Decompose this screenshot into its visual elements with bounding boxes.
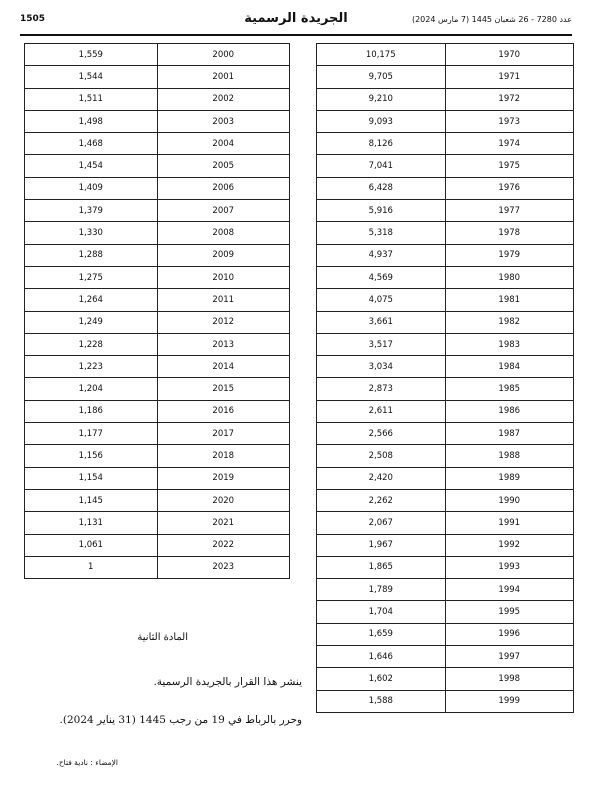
value-cell: 6,428 <box>317 177 446 199</box>
year-cell: 1979 <box>445 244 574 266</box>
table-row <box>317 668 574 690</box>
table-row <box>317 445 574 467</box>
value-cell: 1,498 <box>25 110 158 132</box>
year-cell: 1972 <box>445 88 574 110</box>
table-row <box>317 333 574 355</box>
year-cell: 2016 <box>157 400 290 422</box>
gazette-title: الجريدة الرسمية <box>244 11 348 26</box>
year-cell: 2018 <box>157 445 290 467</box>
table-row <box>317 601 574 623</box>
value-cell: 4,937 <box>317 244 446 266</box>
table-row <box>25 333 290 355</box>
year-cell: 1996 <box>445 623 574 645</box>
year-cell: 1976 <box>445 177 574 199</box>
value-cell: 1,865 <box>317 556 446 578</box>
table-row <box>317 289 574 311</box>
year-cell: 1990 <box>445 489 574 511</box>
table-row <box>317 467 574 489</box>
table-row <box>317 579 574 601</box>
value-cell: 1,789 <box>317 579 446 601</box>
article-body: ينشر هذا القرار بالجريدة الرسمية. <box>153 676 302 688</box>
value-cell: 1,602 <box>317 668 446 690</box>
table-row <box>25 556 290 578</box>
table-row <box>317 690 574 712</box>
year-cell: 1995 <box>445 601 574 623</box>
value-cell: 1,145 <box>25 489 158 511</box>
value-cell: 2,262 <box>317 489 446 511</box>
year-cell: 1993 <box>445 556 574 578</box>
year-cell: 2022 <box>157 534 290 556</box>
table-row <box>25 467 290 489</box>
table-row <box>317 512 574 534</box>
value-cell: 3,661 <box>317 311 446 333</box>
value-cell: 1,264 <box>25 289 158 311</box>
value-cell: 7,041 <box>317 155 446 177</box>
table-row <box>25 110 290 132</box>
year-cell: 1997 <box>445 646 574 668</box>
year-cell: 1984 <box>445 356 574 378</box>
table-row <box>317 88 574 110</box>
data-table-left <box>24 43 290 579</box>
year-cell: 2014 <box>157 356 290 378</box>
table-row <box>317 155 574 177</box>
table-row <box>317 110 574 132</box>
year-cell: 1992 <box>445 534 574 556</box>
value-cell: 2,611 <box>317 400 446 422</box>
value-cell: 1,275 <box>25 266 158 288</box>
article-done-at: وحرر بالرباط في 19 من رجب 1445 (31 يناير 2024). <box>59 714 302 726</box>
table-row <box>317 378 574 400</box>
value-cell: 1,588 <box>317 690 446 712</box>
value-cell: 2,067 <box>317 512 446 534</box>
value-cell: 8,126 <box>317 133 446 155</box>
value-cell: 1,967 <box>317 534 446 556</box>
year-cell: 2019 <box>157 467 290 489</box>
year-cell: 1981 <box>445 289 574 311</box>
value-cell: 1,288 <box>25 244 158 266</box>
value-cell: 2,420 <box>317 467 446 489</box>
year-cell: 1985 <box>445 378 574 400</box>
value-cell: 4,075 <box>317 289 446 311</box>
table-row <box>317 534 574 556</box>
value-cell: 1,131 <box>25 512 158 534</box>
value-cell: 9,093 <box>317 110 446 132</box>
year-cell: 2002 <box>157 88 290 110</box>
table-row <box>317 44 574 66</box>
value-cell: 3,034 <box>317 356 446 378</box>
year-cell: 1998 <box>445 668 574 690</box>
table-row <box>25 512 290 534</box>
table-row <box>25 489 290 511</box>
table-row <box>317 623 574 645</box>
table-row <box>25 378 290 400</box>
table-row <box>25 222 290 244</box>
page-header <box>20 12 572 36</box>
year-cell: 2023 <box>157 556 290 578</box>
year-cell: 1991 <box>445 512 574 534</box>
value-cell: 1,177 <box>25 423 158 445</box>
year-cell: 1986 <box>445 400 574 422</box>
value-cell: 2,566 <box>317 423 446 445</box>
year-cell: 2017 <box>157 423 290 445</box>
year-cell: 1978 <box>445 222 574 244</box>
year-cell: 1988 <box>445 445 574 467</box>
year-cell: 1970 <box>445 44 574 66</box>
value-cell: 10,175 <box>317 44 446 66</box>
year-cell: 2012 <box>157 311 290 333</box>
table-row <box>25 66 290 88</box>
year-cell: 1975 <box>445 155 574 177</box>
value-cell: 1,204 <box>25 378 158 400</box>
table-row <box>317 244 574 266</box>
table-row <box>25 44 290 66</box>
year-cell: 2020 <box>157 489 290 511</box>
table-row <box>317 356 574 378</box>
table-row <box>25 534 290 556</box>
value-cell: 1,223 <box>25 356 158 378</box>
value-cell: 2,508 <box>317 445 446 467</box>
value-cell: 1,156 <box>25 445 158 467</box>
table-row <box>25 133 290 155</box>
year-cell: 2010 <box>157 266 290 288</box>
table-row <box>317 66 574 88</box>
value-cell: 1,559 <box>25 44 158 66</box>
value-cell: 9,705 <box>317 66 446 88</box>
year-cell: 2021 <box>157 512 290 534</box>
table-row <box>25 244 290 266</box>
page-number: 1505 <box>20 14 46 24</box>
value-cell: 1,659 <box>317 623 446 645</box>
value-cell: 1,454 <box>25 155 158 177</box>
value-cell: 2,873 <box>317 378 446 400</box>
year-cell: 2006 <box>157 177 290 199</box>
year-cell: 2001 <box>157 66 290 88</box>
value-cell: 5,916 <box>317 200 446 222</box>
value-cell: 4,569 <box>317 266 446 288</box>
value-cell: 1,186 <box>25 400 158 422</box>
value-cell: 1,511 <box>25 88 158 110</box>
table-row <box>317 556 574 578</box>
year-cell: 2004 <box>157 133 290 155</box>
table-row <box>25 155 290 177</box>
year-cell: 1987 <box>445 423 574 445</box>
table-row <box>317 489 574 511</box>
year-cell: 1980 <box>445 266 574 288</box>
value-cell: 5,318 <box>317 222 446 244</box>
year-cell: 1983 <box>445 333 574 355</box>
year-cell: 2013 <box>157 333 290 355</box>
table-row <box>317 400 574 422</box>
table-row <box>317 177 574 199</box>
table-row <box>25 200 290 222</box>
table-row <box>317 133 574 155</box>
year-cell: 1982 <box>445 311 574 333</box>
year-cell: 2008 <box>157 222 290 244</box>
article-title: المادة الثانية <box>137 632 188 643</box>
year-cell: 2015 <box>157 378 290 400</box>
table-row <box>25 445 290 467</box>
value-cell: 1,544 <box>25 66 158 88</box>
signature: الإمضاء : نادية فتاح. <box>56 758 118 767</box>
table-row <box>25 266 290 288</box>
value-cell: 1 <box>25 556 158 578</box>
year-cell: 2003 <box>157 110 290 132</box>
table-row <box>25 400 290 422</box>
value-cell: 1,249 <box>25 311 158 333</box>
issue-info: عدد 7280 - 26 شعبان 1445 (7 مارس 2024) <box>411 15 572 24</box>
value-cell: 1,228 <box>25 333 158 355</box>
value-cell: 1,379 <box>25 200 158 222</box>
value-cell: 1,468 <box>25 133 158 155</box>
table-row <box>25 356 290 378</box>
data-table-right <box>316 43 574 713</box>
table-row <box>25 311 290 333</box>
value-cell: 1,646 <box>317 646 446 668</box>
table-row <box>317 311 574 333</box>
table-row <box>25 423 290 445</box>
table-row <box>25 88 290 110</box>
year-cell: 1977 <box>445 200 574 222</box>
value-cell: 1,061 <box>25 534 158 556</box>
table-row <box>317 423 574 445</box>
value-cell: 3,517 <box>317 333 446 355</box>
table-row <box>25 289 290 311</box>
year-cell: 1971 <box>445 66 574 88</box>
year-cell: 2011 <box>157 289 290 311</box>
value-cell: 1,409 <box>25 177 158 199</box>
year-cell: 2009 <box>157 244 290 266</box>
value-cell: 1,330 <box>25 222 158 244</box>
table-row <box>25 177 290 199</box>
year-cell: 2007 <box>157 200 290 222</box>
value-cell: 9,210 <box>317 88 446 110</box>
year-cell: 1974 <box>445 133 574 155</box>
table-row <box>317 646 574 668</box>
year-cell: 1989 <box>445 467 574 489</box>
year-cell: 2005 <box>157 155 290 177</box>
value-cell: 1,704 <box>317 601 446 623</box>
year-cell: 1999 <box>445 690 574 712</box>
table-row <box>317 222 574 244</box>
year-cell: 1973 <box>445 110 574 132</box>
year-cell: 2000 <box>157 44 290 66</box>
year-cell: 1994 <box>445 579 574 601</box>
table-row <box>317 200 574 222</box>
table-row <box>317 266 574 288</box>
value-cell: 1,154 <box>25 467 158 489</box>
